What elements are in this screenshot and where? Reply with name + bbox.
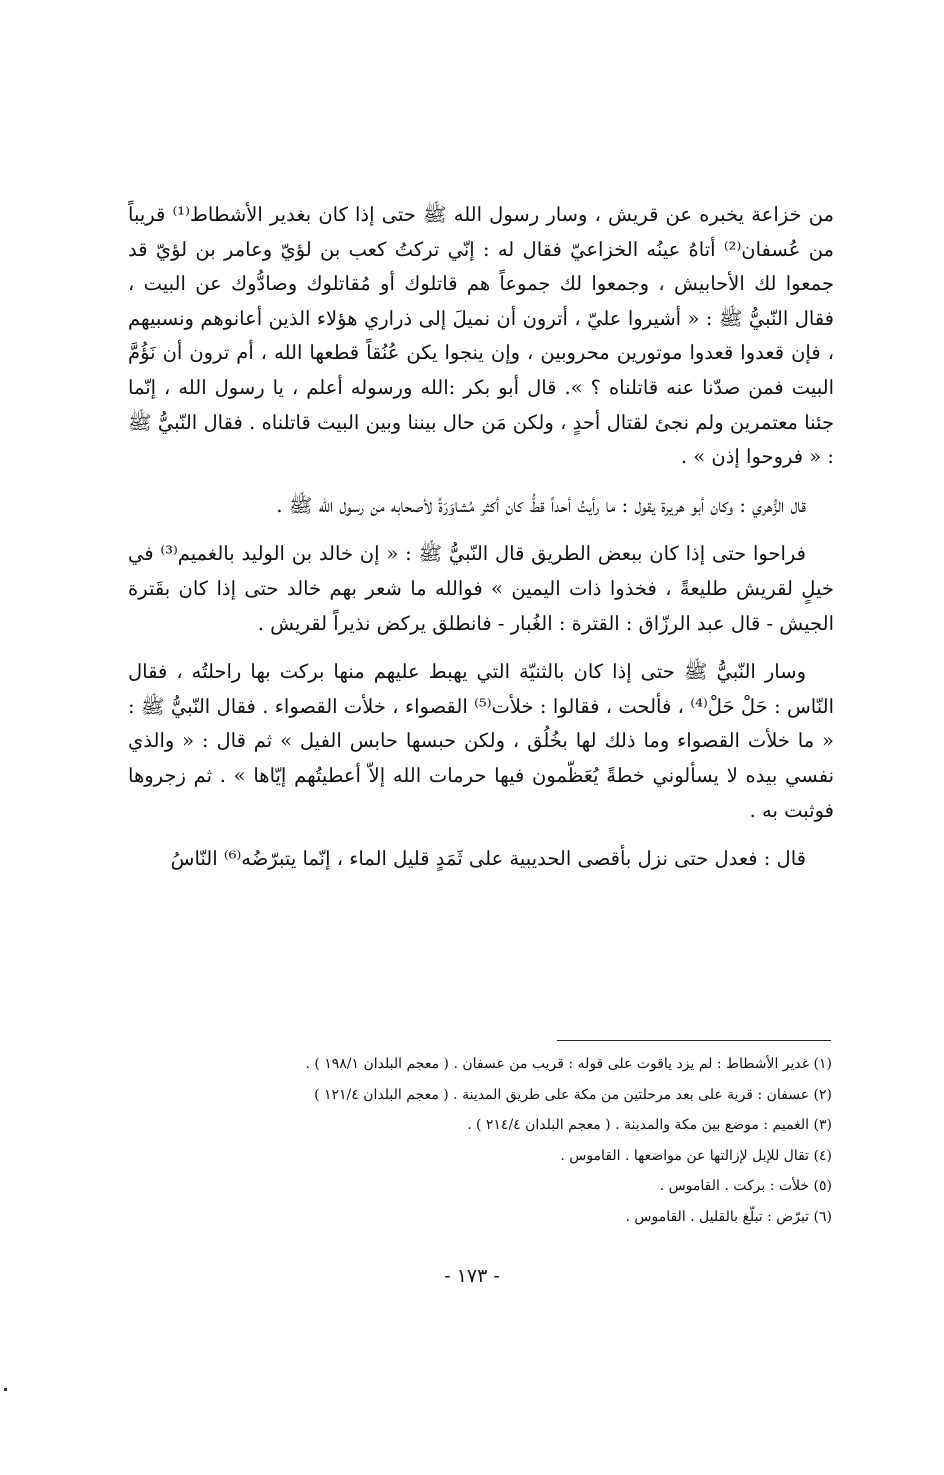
footnote-4: (٤) تقال للإبل لإزالتها عن مواضعها . القاموس . (560, 1147, 832, 1164)
footnote-3: (٣) الغميم : موضع بين مكة والمدينة . ( معجم البلدان ٢١٤/٤ ) . (467, 1117, 832, 1133)
page-number: - ١٧٣ - (444, 1265, 500, 1287)
paragraph-3: فراحوا حتى إذا كان ببعض الطريق قال النّبيُّ ﷺ : « إن خالد بن الوليد بالغميم⁽³⁾ في خيلٍ لقريش طليعةً ، فخذوا ذات اليمين » فوالله ما شعر بهم خالد حتى إذا كان بقَترة الجيش - قال عبد الرزّاق : القترة : الغُبار - فانطلق يركض نذيراً لقريش . (128, 542, 834, 635)
footnote-6: (٦) تبرّض : تبلّغ بالقليل . القاموس . (625, 1208, 832, 1225)
footnote-1: (١) غدير الأشطاط : لم يزد ياقوت على قوله : قريب من عسفان . ( معجم البلدان ١٩٨/١ ) . (305, 1056, 832, 1072)
footnote-separator (557, 1040, 831, 1041)
footnote-2: (٢) عسفان : قرية على بعد مرحلتين من مكة على طريق المدينة . ( معجم البلدان ١٢١/٤ ) (314, 1086, 832, 1103)
paragraph-4: وسار النّبيُّ ﷺ حتى إذا كان بالثنيّة التي يهبط عليهم منها بركت بها راحلتُه ، فقال النّاس : حَلْ حَلْ⁽⁴⁾ ، فألحت ، فقالوا : خلأت⁽⁵⁾ القصواء ، خلأت القصواء . فقال النّبيُّ ﷺ : « ما خلأت القصواء وما ذلك لها بخُلُق ، ولكن حبسها حابس الفيل » ثم قال : « والذي نفسي بيده لا يسألوني خطةً يُعَظّمون فيها حرمات الله إلاّ أعطيتُهم إيّاها » . ثم زجروها فوثبت به . (128, 660, 834, 822)
paragraph-2: قال الزُّهري : وكان أبو هريرة يقول : ما رأيتُ أحداً قطُّ كان أكثر مُشاوَرَةً لأصحابه من رسول الله ﷺ . (276, 493, 806, 517)
footnotes (200, 1049, 832, 1232)
paragraph-5: قال : فعدل حتى نزل بأقصى الحديبية على ثَمَدٍ قليل الماء ، إنّما يتبرّضُه⁽⁶⁾ النّاسُ (170, 847, 806, 871)
margin-speck (4, 1388, 7, 1391)
paragraph-1: من خزاعة يخبره عن قريش ، وسار رسول الله ﷺ حتى إذا كان بغدير الأشطاط⁽¹⁾ قريباً من عُسفان⁽²⁾ أتاهُ عينُه الخزاعيّ فقال له : إنّي تركتُ كعب بن لؤيّ وعامر بن لؤيّ قد جمعوا لك الأحابيش ، وجمعوا لك جموعاً هم قاتلوك أو مُقاتلوك وصادُّوك عن البيت ، فقال النّبيُّ ﷺ : « أشيروا عليّ ، أترون أن نميلَ إلى ذراري هؤلاء الذين أعانوهم ونسبيهم ، فإن قعدوا قعدوا موتورين محروبين ، وإن ينجوا يكن عُنُقاً قطعها الله ، أم ترون أن نَؤُمَّ البيت فمن صدّنا عنه قاتلناه ؟ ». قال أبو بكر :الله ورسوله أعلم ، يا رسول الله ، إنّما جئنا معتمرين ولم نجئ لقتال أحدٍ ، ولكن مَن حال بيننا وبين البيت قاتلناه . فقال النّبيُّ ﷺ : « فروحوا إذن » . (128, 203, 835, 469)
footnote-5: (٥) خلأت : بركت . القاموس . (659, 1178, 832, 1194)
main-text (128, 198, 834, 891)
